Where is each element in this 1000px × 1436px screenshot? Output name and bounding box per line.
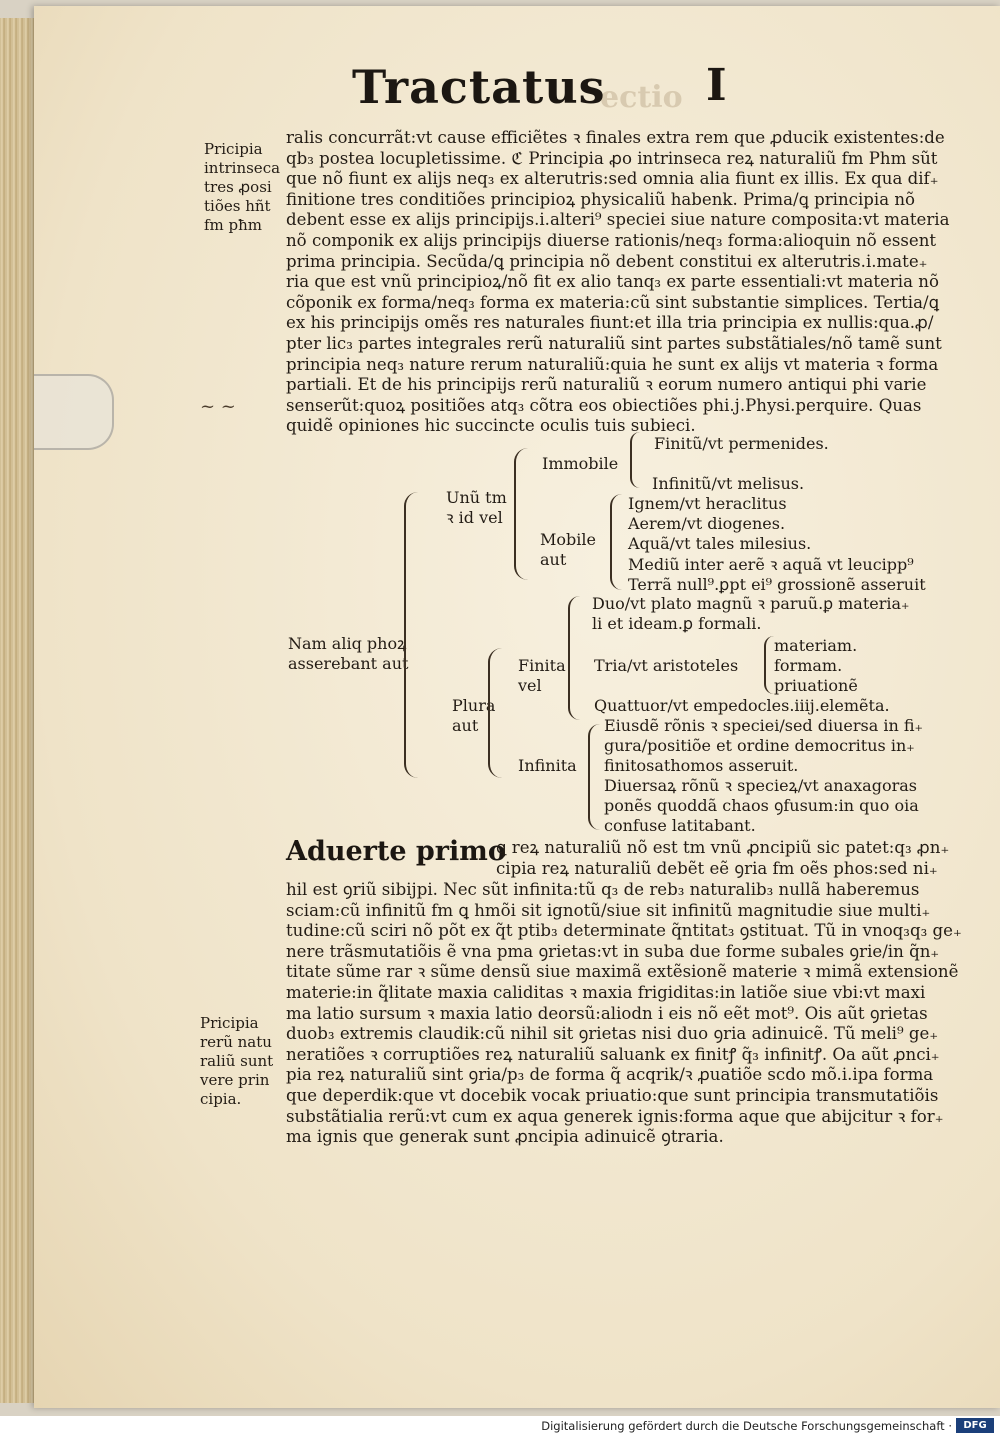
margin-gloss-top — [204, 140, 280, 235]
diagram-label: li et ideam.ꝑ formali. — [592, 614, 762, 633]
diagram-mobile-items — [628, 494, 926, 595]
diagram-label: Ignem/vt heraclitus — [628, 494, 787, 513]
text-line: finitione tres conditiões principioꝝ physicaliũ habenk. Prima/ꝗ principia nõ — [286, 189, 916, 209]
diagram-label: confuse latitabant. — [604, 816, 756, 835]
text-line: tudine:cũ sciri nõ põt ex q̃t ptib₃ determinate q̃ntitat₃ ꝯstituat. Tũ in vnoq₃q₃ ge₊ — [286, 921, 962, 941]
text-line: ralis concurrãt:vt cause efficiẽtes ꝛ finales extra rem que ꝓducik existentes:de — [286, 128, 945, 147]
text-line: neratiões ꝛ corruptiões reꝝ naturaliũ saluank ex finitꝭ q̃₃ infinitꝭ. Oa aũt ꝓnci₊ — [286, 1044, 940, 1064]
paragraph-2 — [286, 880, 962, 1148]
paragraph-1 — [286, 128, 950, 437]
diagram-tria-items — [774, 636, 858, 696]
text-line: quidẽ opiniones hic succincte oculis tuis subieci. — [286, 416, 696, 436]
text-line: qb₃ postea locupletissime. ℭ Principia ꝓo intrinseca reꝝ naturaliũ fm Phm sũt — [286, 148, 938, 168]
gloss-line: cipia. — [200, 1090, 242, 1108]
text-line: materie:in q̃litate maxia caliditas ꝛ maxia frigiditas:in latiõe siue vbi:vt maxi — [286, 982, 926, 1002]
margin-gloss-bottom — [200, 1014, 273, 1109]
diagram-label: asserebant aut — [288, 654, 409, 673]
diagram-finitum: Finitũ/vt permenides. — [654, 434, 829, 453]
gloss-line: tres ꝓosi — [204, 178, 272, 196]
section-lead: Aduerte primo — [286, 836, 506, 867]
diagram-label: Nam aliq phoꝝ — [288, 634, 407, 653]
diagram-label: Unũ tm — [446, 488, 507, 507]
gloss-line: raliũ sunt — [200, 1052, 274, 1070]
dfg-logo[interactable]: DFG — [956, 1418, 994, 1433]
diagram-label: formam. — [774, 656, 843, 675]
text-line: nõ componik ex alijs principijs diuerse rationis/neq₃ forma:alioquin nõ essent — [286, 230, 937, 250]
brace-main — [404, 492, 420, 778]
brace-finita — [568, 596, 580, 720]
bleed-through-text: ectio — [600, 80, 683, 115]
diagram-unum — [446, 488, 507, 528]
text-line: prima principia. Secũda/ꝗ principia nõ debent constitui ex alterutris.i.mate₊ — [286, 251, 928, 271]
diagram-mobile — [540, 530, 596, 570]
diagram-label: vel — [518, 676, 542, 695]
diagram-label: ꝛ id vel — [446, 508, 503, 527]
text-line: hil est ꝯriũ sibijpi. Nec sũt infinita:tũ q₃ de reb₃ naturalib₃ nullã haberemus — [286, 880, 920, 899]
text-line: sciam:cũ infinitũ fm ꝗ hmõi sit ignotũ/siue sit infinitũ magnitudie siue multi₊ — [286, 900, 931, 920]
text-line: pter lic₃ partes integrales rerũ naturaliũ sint partes substãtiales/nõ tamẽ sunt — [286, 333, 942, 353]
paragraph-2-first — [496, 838, 949, 879]
page-clip — [34, 374, 114, 450]
text-line: principia neq₃ nature rerum naturaliũ:quia he sunt ex alijs vt materia ꝛ forma — [286, 354, 939, 374]
text-line: titate sũme rar ꝛ sũme densũ siue maximã extẽsionẽ materie ꝛ mimã extensionẽ — [286, 962, 959, 982]
diagram-infinitum: Infinitũ/vt melisus. — [652, 474, 805, 493]
gloss-line: intrinseca — [204, 159, 281, 177]
folio-number: I — [706, 60, 727, 111]
diagram-label: finitosathomos asseruit. — [604, 756, 799, 775]
page-title: Tractatus — [352, 60, 606, 114]
brace-tria — [764, 636, 774, 694]
text-line: que nõ fiunt ex alijs neq₃ ex alterutris:sed omnia alia fiunt ex illis. Ex qua dif₊ — [286, 169, 939, 189]
diagram-tria: Tria/vt aristoteles — [594, 656, 739, 675]
text-line: pia reꝝ naturaliũ sint ꝯria/p₃ de forma q̃ acqrik/ꝛ ꝓuatiõe scdo mõ.i.ipa forma — [286, 1065, 934, 1085]
diagram-label: materiam. — [774, 636, 858, 655]
diagram-label: Mobile — [540, 530, 596, 549]
brace-infinita — [588, 724, 600, 830]
text-line: cõponik ex forma/neq₃ forma ex materia:cũ sint substantie simplices. Tertia/ꝗ — [286, 292, 940, 312]
text-line: cipia reꝝ naturaliũ debẽt eẽ ꝯria fm oẽs phos:sed ni₊ — [496, 858, 938, 878]
text-line: que deperdik:que vt docebik vocak priuatio:que sunt principia transmutatiõis — [286, 1085, 939, 1105]
gloss-line: Pricipia — [200, 1014, 259, 1032]
text-line: ma ignis que generak sunt ꝓncipia adinuicẽ ꝯtraria. — [286, 1127, 724, 1147]
diagram-intro — [288, 634, 408, 674]
diagram-label: Finita — [518, 656, 566, 675]
diagram-label: Aerem/vt diogenes. — [628, 514, 786, 534]
text-line: senserũt:quoꝝ positiões atq₃ cõtra eos obiectiões phi.j.Physi.perquire. Quas — [286, 395, 922, 415]
diagram-immobile: Immobile — [542, 454, 619, 473]
diagram-label: ponẽs quoddã chaos ꝯfusum:in quo oia — [604, 796, 919, 815]
text-line: ria que est vnũ principioꝝ/nõ fit ex alio tanq₃ ex parte essentiali:vt materia nõ — [286, 272, 939, 292]
brace-unum — [514, 448, 528, 580]
text-line: partiali. Et de his principijs rerũ naturaliũ ꝛ eorum numero antiqui phi varie — [286, 375, 927, 395]
diagram-label: Aquã/vt tales milesius. — [628, 534, 812, 554]
diagram-infinita-items — [604, 716, 923, 836]
diagram-label: Plura — [452, 696, 496, 715]
text-line: debent esse ex alijs principijs.i.alteri⁹ speciei siue nature composita:vt materia — [286, 210, 950, 230]
gloss-line: tiões hñt — [204, 197, 271, 215]
brace-mobile — [610, 494, 622, 590]
diagram-label: Diuersaꝝ rõnũ ꝛ specieꝝ/vt anaxagoras — [604, 776, 917, 795]
diagram-label: priuationẽ — [774, 676, 858, 695]
margin-squiggle: ~ ~ — [200, 396, 236, 417]
diagram-duo — [592, 594, 910, 634]
text-line: duob₃ extremis claudik:cũ nihil sit ꝯrietas nisi duo ꝯria adinuicẽ. Tũ meli⁹ ge₊ — [286, 1024, 939, 1044]
text-line: ex his principijs omẽs res naturales fiunt:et illa tria principia ex nullis:qua.ꝓ/ — [286, 313, 934, 333]
diagram-label: Mediũ inter aerẽ ꝛ aquã vt leucipp⁹ — [628, 554, 914, 574]
gloss-line: fm pħm — [204, 216, 263, 234]
text-line: ꝗ reꝝ naturaliũ nõ est tm vnũ ꝓncipiũ sic patet:q₃ ꝓn₊ — [496, 838, 950, 857]
diagram-label: Duo/vt plato magnũ ꝛ paruũ.ꝑ materia₊ — [592, 594, 910, 613]
funding-credit: Digitalisierung gefördert durch die Deutsche Forschungsgemeinschaft · — [541, 1419, 952, 1433]
diagram-label: gura/positiõe et ordine democritus in₊ — [604, 736, 915, 755]
diagram-label: Terrã null⁹.ꝑpt ei⁹ grossionẽ asseruit — [628, 574, 926, 594]
gloss-line: rerũ natu — [200, 1033, 272, 1051]
diagram-label: aut — [540, 550, 567, 569]
text-line: substãtialia rerũ:vt cum ex aqua generek ignis:forma aque que abijcitur ꝛ for₊ — [286, 1106, 944, 1126]
gloss-line: Pricipia — [204, 140, 263, 158]
text-line: nere trãsmutatiõis ẽ vna pma ꝯrietas:vt in suba due forme subales ꝯrie/in q̃n₊ — [286, 941, 940, 961]
text-line: ma latio sursum ꝛ maxia latio deorsũ:aliodn i eis nõ eẽt mot⁹. Ois aũt ꝯrietas — [286, 1003, 928, 1023]
brace-plura — [488, 648, 502, 778]
diagram-infinita: Infinita — [518, 756, 577, 775]
brace-immobile — [630, 432, 640, 488]
diagram-label: aut — [452, 716, 479, 735]
gloss-line: vere prin — [200, 1071, 270, 1089]
diagram-finita — [518, 656, 566, 696]
diagram-quattuor: Quattuor/vt empedocles.iiij.elemẽta. — [594, 696, 890, 715]
diagram-label: Eiusdẽ rõnis ꝛ speciei/sed diuersa in fi₊ — [604, 716, 924, 735]
